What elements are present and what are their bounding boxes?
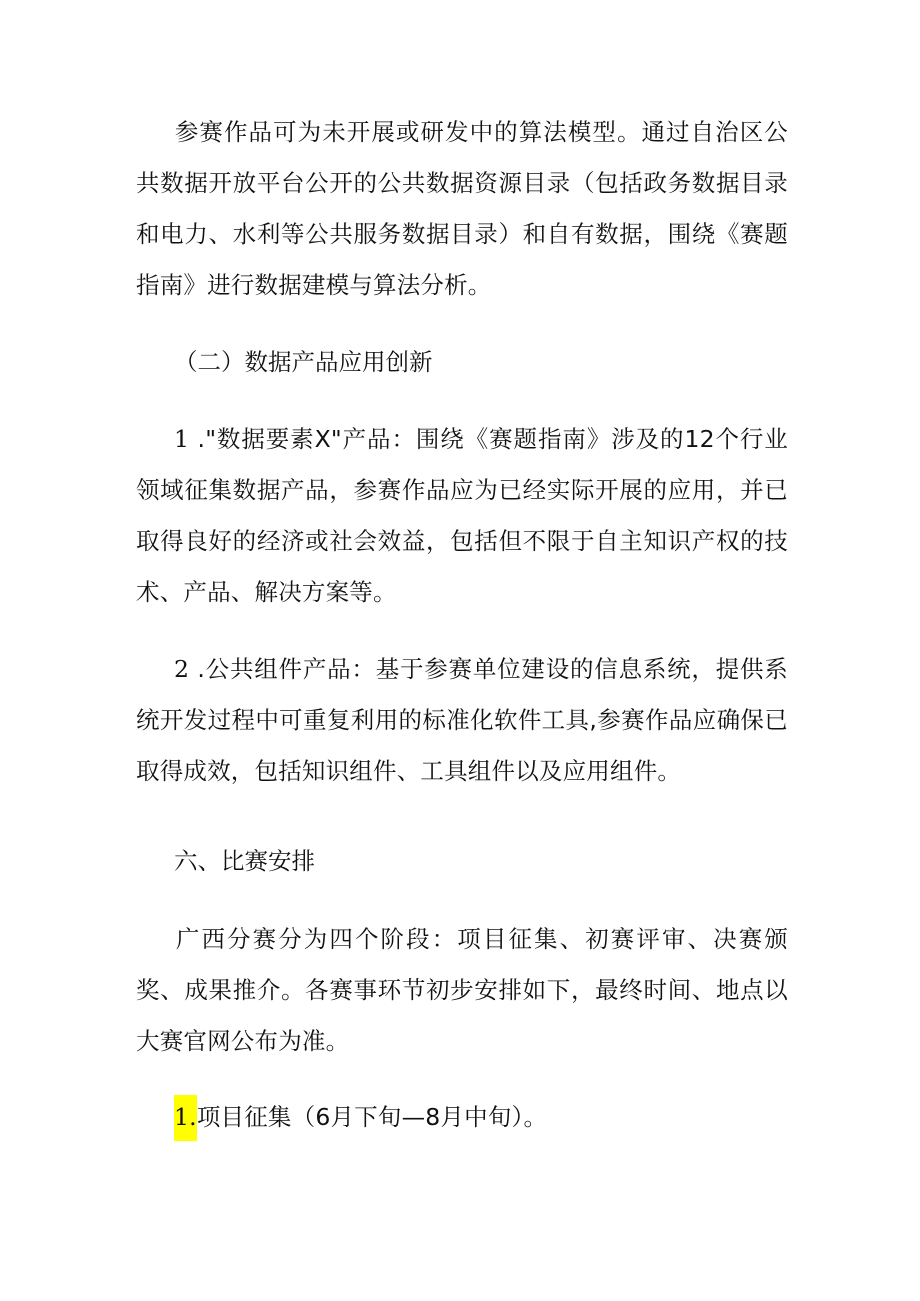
paragraph-data-element-products bbox=[136, 414, 788, 618]
subsection-heading: （二）数据产品应用创新 bbox=[174, 348, 433, 376]
item-number: 2 bbox=[174, 655, 190, 683]
paragraph-text: ."数据要素X"产品：围绕《赛题指南》涉及的12个行业领域征集数据产品，参赛作品应为已经实际开展的应用，并已取得良好的经济或社会效益，包括但不限于自主知识产权的技术、产品、解决方案等。 bbox=[136, 425, 788, 606]
paragraph-public-components bbox=[136, 644, 788, 797]
paragraph-project-collection bbox=[136, 1092, 788, 1143]
paragraph-text: 广西分赛分为四个阶段：项目征集、初赛评审、决赛颁奖、成果推介。各赛事环节初步安排如下，最终时间、地点以大赛官网公布为准。 bbox=[136, 925, 788, 1055]
paragraph-competition-stages bbox=[136, 914, 788, 1067]
paragraph-entries-description bbox=[136, 107, 788, 311]
paragraph-text: 参赛作品可为未开展或研发中的算法模型。通过自治区公共数据开放平台公开的公共数据资源目录（包括政务数据目录和电力、水利等公共服务数据目录）和自有数据，围绕《赛题指南》进行数据建模与算法分析。 bbox=[136, 118, 788, 299]
paragraph-text: .公共组件产品：基于参赛单位建设的信息系统，提供系统开发过程中可重复利用的标准化软件工具,参赛作品应确保已取得成效，包括知识组件、工具组件以及应用组件。 bbox=[136, 655, 788, 785]
section-heading: 六、比赛安排 bbox=[174, 847, 315, 875]
paragraph-text: 项目征集（6月下旬—8月中旬）。 bbox=[196, 1103, 548, 1131]
item-number: 1 bbox=[174, 425, 190, 453]
highlighted-item-number: 1. bbox=[174, 1095, 197, 1141]
